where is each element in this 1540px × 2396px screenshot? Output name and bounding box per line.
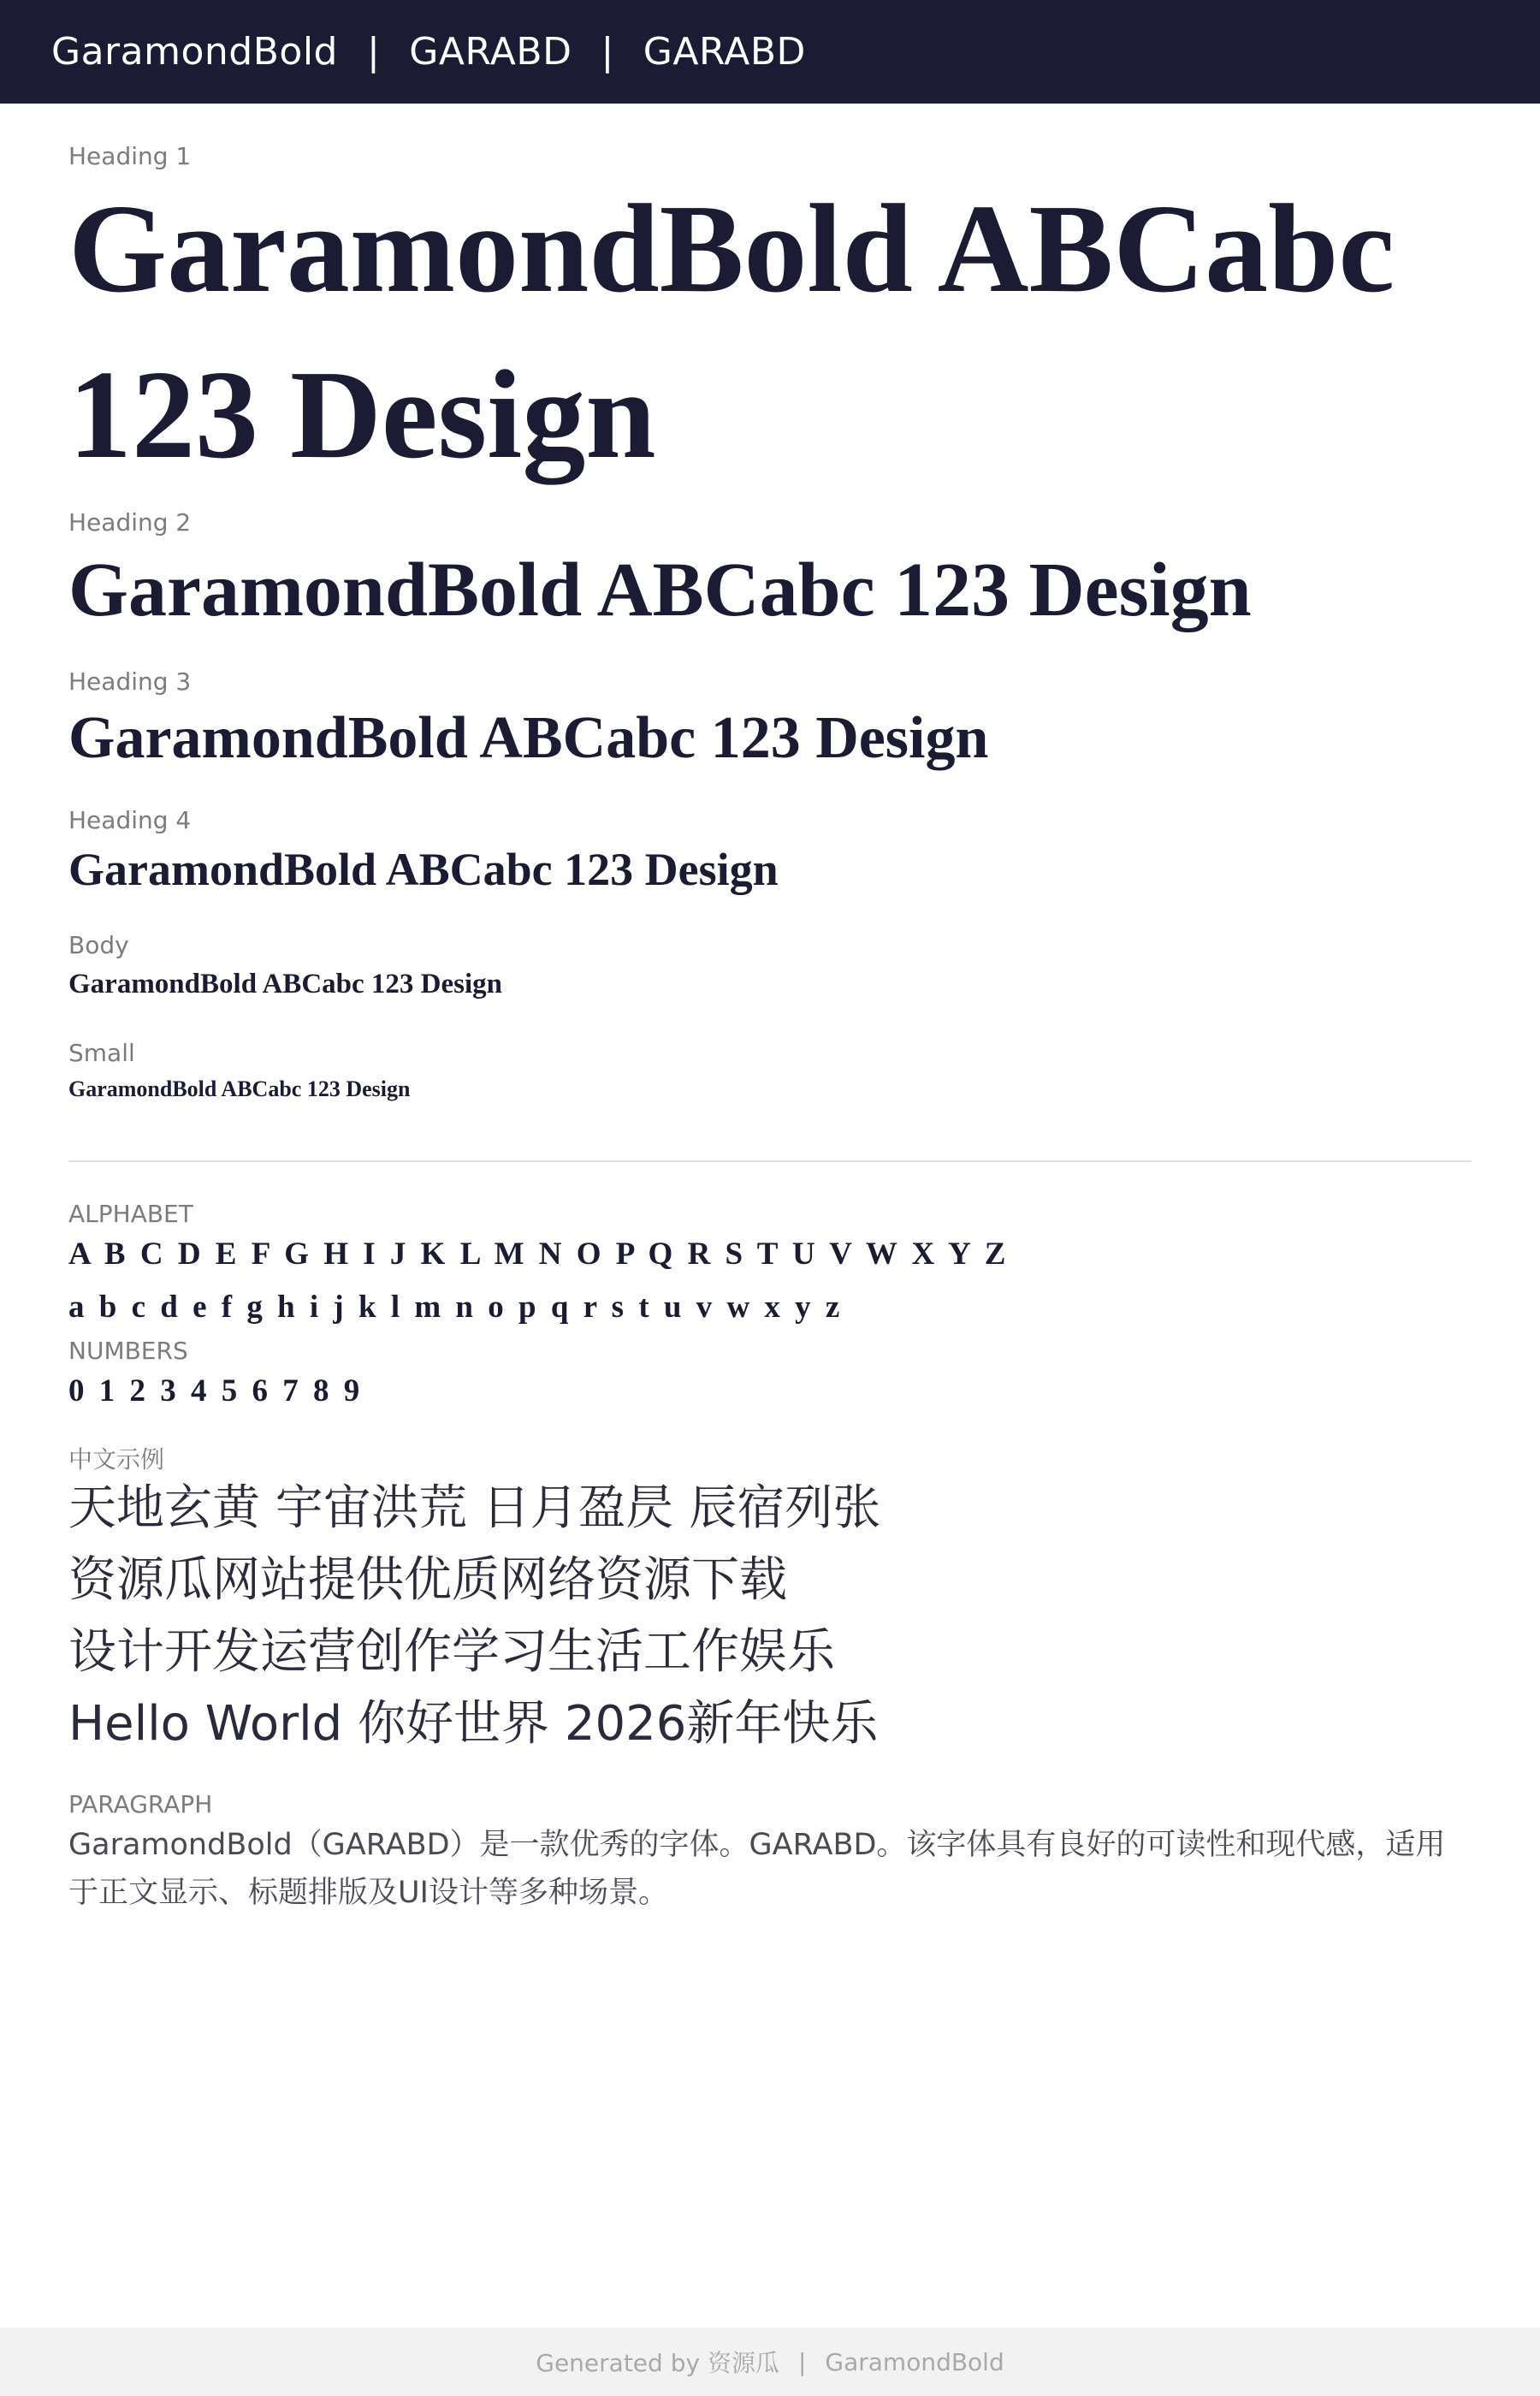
chinese-label: 中文示例 <box>68 1445 165 1474</box>
heading-3-sample: GaramondBold ABCabc 123 Design <box>68 705 989 771</box>
chinese-line-1: 天地玄黄 宇宙洪荒 日月盈昃 辰宿列张 <box>68 1480 881 1536</box>
header-alias-1: GARABD <box>409 30 572 74</box>
heading-1-label: Heading 1 <box>68 142 192 170</box>
numbers-label: NUMBERS <box>68 1337 188 1365</box>
small-label: Small <box>68 1039 135 1067</box>
header-separator: | <box>601 30 614 74</box>
body-label: Body <box>68 931 129 959</box>
paragraph-text: GaramondBold（GARABD）是一款优秀的字体。GARABD。该字体具有良好的可读性和现代感，适用于正文显示、标题排版及UI设计等多种场景。 <box>68 1828 1446 1910</box>
section-divider <box>68 1160 1472 1162</box>
footer-generated-by: Generated by 资源瓜 <box>536 2349 779 2377</box>
heading-4-sample: GaramondBold ABCabc 123 Design <box>68 844 779 895</box>
heading-2-sample: GaramondBold ABCabc 123 Design <box>68 548 1252 632</box>
heading-3-label: Heading 3 <box>68 667 192 696</box>
chinese-line-4: Hello World 你好世界 2026新年快乐 <box>68 1696 879 1752</box>
chinese-line-3: 设计开发运营创作学习生活工作娱乐 <box>68 1624 835 1680</box>
alphabet-label: ALPHABET <box>68 1200 193 1228</box>
heading-4-label: Heading 4 <box>68 806 192 834</box>
chinese-line-2: 资源瓜网站提供优质网络资源下载 <box>68 1552 787 1608</box>
small-sample: GaramondBold ABCabc 123 Design <box>68 1076 411 1101</box>
header-font-name: GaramondBold <box>51 30 338 74</box>
heading-2-label: Heading 2 <box>68 508 192 537</box>
page-footer <box>0 2328 1540 2396</box>
heading-1-sample: GaramondBold ABCabc 123 Design <box>68 179 1395 485</box>
numbers-sample: 0 1 2 3 4 5 6 7 8 9 <box>68 1373 364 1409</box>
paragraph-label: PARAGRAPH <box>68 1790 213 1818</box>
page-header <box>0 0 1540 104</box>
alphabet-lowercase: a b c d e f g h i j k l m n o p q r s t u v w x y z <box>68 1290 844 1325</box>
header-alias-2: GARABD <box>643 30 806 74</box>
footer-font-name: GaramondBold <box>825 2347 1004 2376</box>
alphabet-uppercase: A B C D E F G H I J K L M N O P Q R S T U V W X Y Z <box>68 1237 1010 1272</box>
header-separator: | <box>366 30 381 74</box>
footer-separator: | <box>797 2347 807 2376</box>
body-sample: GaramondBold ABCabc 123 Design <box>68 969 502 999</box>
